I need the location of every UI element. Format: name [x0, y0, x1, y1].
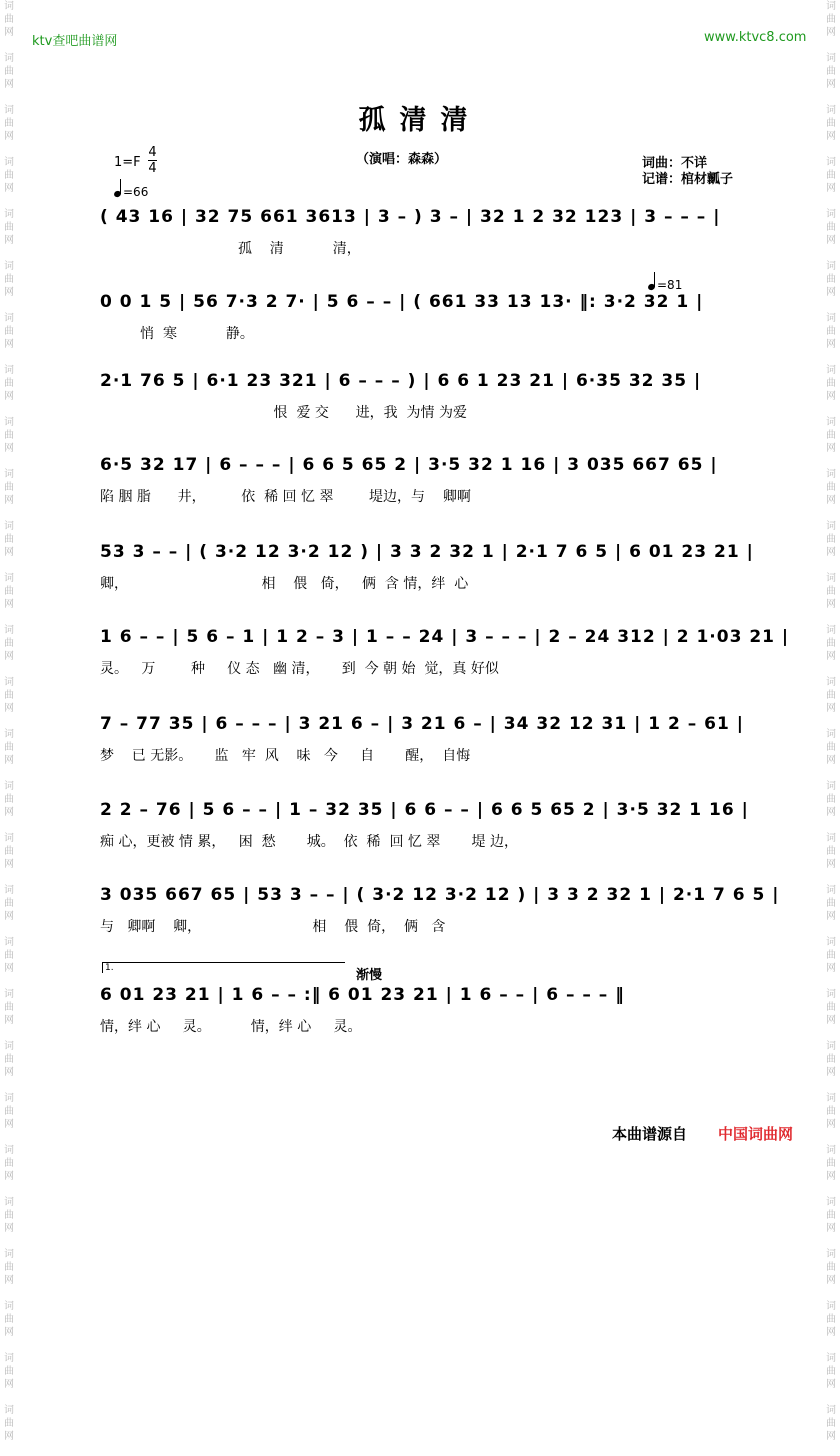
notation-line: 6·5 32 17 | 6 – – – | 6 6 5 65 2 | 3·5 32 1 16 | 3 035 667 65 | — [100, 455, 718, 475]
watermark-char: 曲 — [826, 950, 836, 961]
watermark-char: 曲 — [4, 1366, 14, 1377]
watermark-gap — [0, 611, 18, 624]
lyric-line: 孤 清 清， — [100, 241, 361, 257]
watermark-char: 网 — [4, 1067, 14, 1078]
watermark-gap — [822, 1131, 840, 1144]
watermark-char: 词 — [4, 521, 14, 532]
watermark-char: 词 — [826, 937, 836, 948]
singer-label: （演唱：森森） — [356, 152, 448, 167]
watermark-char: 曲 — [826, 430, 836, 441]
watermark-char: 词 — [826, 677, 836, 688]
watermark-gap — [822, 611, 840, 624]
watermark-char: 词 — [826, 261, 836, 272]
watermark-char: 词 — [826, 521, 836, 532]
watermark-char: 词 — [4, 1, 14, 12]
watermark-char: 词 — [4, 209, 14, 220]
watermark-gap — [0, 1391, 18, 1404]
watermark-char: 词 — [4, 1249, 14, 1260]
watermark-char: 网 — [826, 547, 836, 558]
watermark-gap — [822, 1235, 840, 1248]
watermark-char: 曲 — [4, 378, 14, 389]
watermark-char: 曲 — [4, 638, 14, 649]
watermark-char: 曲 — [826, 1366, 836, 1377]
notation-line: 1 6 – – | 5 6 – 1 | 1 2 – 3 | 1 – – 24 | 3 – – – | 2 – 24 312 | 2 1·03 21 | — [100, 627, 790, 647]
watermark-char: 网 — [826, 287, 836, 298]
watermark-gap — [0, 1183, 18, 1196]
watermark-char: 曲 — [826, 794, 836, 805]
watermark-char: 网 — [4, 339, 14, 350]
watermark-gap — [0, 1443, 18, 1456]
watermark-char: 曲 — [4, 534, 14, 545]
watermark-char: 词 — [826, 209, 836, 220]
watermark-gap — [0, 507, 18, 520]
watermark-char: 网 — [826, 1223, 836, 1234]
watermark-char: 网 — [4, 807, 14, 818]
watermark-char: 曲 — [826, 1314, 836, 1325]
notation-line: 2 2 – 76 | 5 6 – – | 1 – 32 35 | 6 6 – – | 6 6 5 65 2 | 3·5 32 1 16 | — [100, 800, 749, 820]
watermark-char: 网 — [4, 495, 14, 506]
lyric-line: 悄 寒 静。 — [100, 326, 254, 342]
watermark-char: 网 — [4, 859, 14, 870]
watermark-char: 曲 — [826, 586, 836, 597]
watermark-char: 曲 — [4, 690, 14, 701]
watermark-gap — [0, 1235, 18, 1248]
watermark-gap — [822, 351, 840, 364]
watermark-gap — [0, 299, 18, 312]
watermark-char: 网 — [826, 443, 836, 454]
watermark-char: 曲 — [4, 846, 14, 857]
watermark-char: 网 — [4, 131, 14, 142]
watermark-char: 曲 — [826, 1054, 836, 1065]
watermark-char: 网 — [826, 339, 836, 350]
watermark-char: 曲 — [4, 1158, 14, 1169]
watermark-char: 词 — [826, 1405, 836, 1416]
watermark-char: 词 — [826, 53, 836, 64]
watermark-char: 网 — [826, 1327, 836, 1338]
watermark-char: 词 — [4, 1093, 14, 1104]
watermark-char: 曲 — [4, 1262, 14, 1273]
lyric-line: 痴 心，更被 情 累， 困 愁 城。 依 稀 回 忆 翠 堤 边， — [100, 834, 518, 850]
watermark-gap — [822, 819, 840, 832]
watermark-char: 网 — [4, 599, 14, 610]
notation-line: 6 01 23 21 | 1 6 – – :‖ 6 01 23 21 | 1 6 – – | 6 – – – ‖ — [100, 985, 625, 1005]
watermark-char: 网 — [826, 755, 836, 766]
watermark-char: 词 — [826, 989, 836, 1000]
watermark-gap — [822, 143, 840, 156]
ritardando-marking: 渐慢 — [356, 968, 383, 983]
watermark-char: 网 — [4, 1431, 14, 1442]
watermark-char: 词 — [826, 573, 836, 584]
notation-line: 2·1 76 5 | 6·1 23 321 | 6 – – – ) | 6 6 1 23 21 | 6·35 32 35 | — [100, 371, 702, 391]
footer-source-label: 本曲谱源自 — [612, 1125, 688, 1143]
watermark-char: 网 — [826, 391, 836, 402]
watermark-char: 词 — [4, 625, 14, 636]
watermark-char: 网 — [826, 131, 836, 142]
watermark-char: 曲 — [4, 794, 14, 805]
watermark-char: 网 — [826, 859, 836, 870]
watermark-char: 曲 — [826, 846, 836, 857]
watermark-char: 网 — [826, 963, 836, 974]
quarter-note-icon — [113, 190, 122, 198]
watermark-char: 网 — [4, 1171, 14, 1182]
score-title: 孤清清 — [358, 105, 482, 136]
watermark-char: 曲 — [4, 1054, 14, 1065]
watermark-char: 词 — [826, 833, 836, 844]
lyric-line: 陷 胭 脂 井， 依 稀 回 忆 翠 堤边，与 卿啊 — [100, 489, 471, 505]
lyrics-music-credit: 词曲：不详 — [642, 156, 708, 171]
notation-line: 0 0 1 5 | 56 7·3 2 7· | 5 6 – – | ( 661 33 13 13· ‖: 3·2 32 1 | — [100, 292, 704, 312]
watermark-char: 词 — [826, 1145, 836, 1156]
watermark-char: 网 — [826, 1275, 836, 1286]
watermark-gap — [822, 1183, 840, 1196]
watermark-gap — [822, 403, 840, 416]
watermark-char: 词 — [826, 1041, 836, 1052]
watermark-char: 曲 — [4, 1418, 14, 1429]
watermark-char: 词 — [4, 729, 14, 740]
watermark-gap — [822, 975, 840, 988]
watermark-char: 网 — [4, 183, 14, 194]
watermark-char: 曲 — [4, 430, 14, 441]
watermark-char: 词 — [4, 573, 14, 584]
watermark-gap — [822, 559, 840, 572]
watermark-char: 网 — [826, 703, 836, 714]
watermark-gap — [822, 767, 840, 780]
watermark-char: 曲 — [826, 1262, 836, 1273]
watermark-char: 词 — [826, 157, 836, 168]
notation-line: 53 3 – – | ( 3·2 12 3·2 12 ) | 3 3 2 32 1 | 2·1 7 6 5 | 6 01 23 21 | — [100, 542, 754, 562]
watermark-char: 词 — [4, 365, 14, 376]
watermark-gap — [0, 1339, 18, 1352]
watermark-char: 曲 — [826, 1106, 836, 1117]
watermark-char: 网 — [4, 1223, 14, 1234]
watermark-char: 曲 — [4, 326, 14, 337]
watermark-gap — [822, 1079, 840, 1092]
watermark-char: 网 — [826, 1067, 836, 1078]
watermark-char: 曲 — [4, 950, 14, 961]
watermark-char: 曲 — [4, 1314, 14, 1325]
watermark-char: 网 — [4, 755, 14, 766]
side-watermark-right — [822, 0, 840, 1442]
watermark-gap — [0, 403, 18, 416]
watermark-char: 曲 — [826, 482, 836, 493]
lyric-line: 情，绊 心 灵。 情，绊 心 灵。 — [100, 1019, 362, 1035]
lyric-line: 与 卿啊 卿， 相 偎 倚， 俩 含 — [100, 919, 446, 935]
tempo-value: =66 — [123, 185, 149, 199]
watermark-char: 词 — [826, 625, 836, 636]
watermark-char: 曲 — [826, 1210, 836, 1221]
watermark-char: 网 — [826, 1119, 836, 1130]
watermark-char: 词 — [826, 1093, 836, 1104]
watermark-gap — [0, 1287, 18, 1300]
watermark-char: 网 — [4, 443, 14, 454]
watermark-char: 网 — [826, 1379, 836, 1390]
watermark-gap — [0, 247, 18, 260]
watermark-char: 词 — [4, 1145, 14, 1156]
watermark-char: 网 — [4, 547, 14, 558]
watermark-char: 网 — [826, 495, 836, 506]
watermark-char: 词 — [826, 1197, 836, 1208]
watermark-char: 曲 — [4, 170, 14, 181]
watermark-char: 曲 — [826, 118, 836, 129]
lyric-line: 灵。 万 种 仪 态 幽 清， 到 今 朝 始 觉，真 好似 — [100, 661, 499, 677]
watermark-gap — [822, 1443, 840, 1456]
watermark-gap — [0, 871, 18, 884]
transcriber-credit: 记谱：棺材瓤子 — [642, 172, 734, 187]
watermark-gap — [0, 1131, 18, 1144]
watermark-gap — [822, 1027, 840, 1040]
watermark-char: 网 — [826, 911, 836, 922]
watermark-char: 曲 — [4, 898, 14, 909]
watermark-char: 词 — [826, 1353, 836, 1364]
watermark-char: 网 — [826, 1431, 836, 1442]
lyric-line: 恨 爱 交 进，我 为情 为爱 — [100, 405, 467, 421]
tempo-marking-1 — [114, 179, 148, 199]
watermark-char: 词 — [826, 885, 836, 896]
time-signature — [148, 145, 157, 176]
watermark-gap — [0, 923, 18, 936]
footer-site-name: 中国词曲网 — [718, 1125, 794, 1143]
watermark-gap — [0, 663, 18, 676]
watermark-char: 网 — [4, 27, 14, 38]
watermark-gap — [0, 559, 18, 572]
watermark-char: 曲 — [826, 690, 836, 701]
watermark-char: 词 — [4, 989, 14, 1000]
watermark-char: 网 — [826, 183, 836, 194]
watermark-char: 曲 — [826, 378, 836, 389]
watermark-char: 词 — [826, 781, 836, 792]
watermark-gap — [0, 767, 18, 780]
watermark-char: 词 — [826, 365, 836, 376]
watermark-gap — [822, 1391, 840, 1404]
watermark-char: 曲 — [826, 1158, 836, 1169]
notation-line: 3 035 667 65 | 53 3 – – | ( 3·2 12 3·2 12 ) | 3 3 2 32 1 | 2·1 7 6 5 | — [100, 885, 780, 905]
watermark-char: 词 — [826, 469, 836, 480]
watermark-char: 词 — [4, 833, 14, 844]
meter-top: 4 — [148, 145, 157, 160]
watermark-gap — [822, 299, 840, 312]
watermark-char: 词 — [4, 53, 14, 64]
watermark-gap — [0, 39, 18, 52]
watermark-char: 曲 — [826, 1002, 836, 1013]
watermark-char: 曲 — [826, 898, 836, 909]
watermark-char: 网 — [826, 807, 836, 818]
watermark-char: 词 — [4, 261, 14, 272]
watermark-char: 曲 — [826, 274, 836, 285]
watermark-gap — [0, 715, 18, 728]
watermark-gap — [0, 455, 18, 468]
lyric-line: 卿， 相 偎 倚， 俩 含 情，绊 心 — [100, 576, 469, 592]
watermark-gap — [822, 1339, 840, 1352]
watermark-gap — [0, 143, 18, 156]
watermark-char: 词 — [826, 1249, 836, 1260]
watermark-char: 曲 — [4, 66, 14, 77]
watermark-char: 曲 — [4, 482, 14, 493]
watermark-gap — [822, 663, 840, 676]
watermark-char: 曲 — [826, 66, 836, 77]
watermark-char: 曲 — [826, 534, 836, 545]
watermark-char: 词 — [826, 417, 836, 428]
watermark-char: 曲 — [826, 1418, 836, 1429]
watermark-char: 词 — [4, 469, 14, 480]
watermark-char: 词 — [826, 105, 836, 116]
watermark-gap — [0, 1079, 18, 1092]
key-signature: 1=F — [114, 155, 141, 170]
watermark-char: 网 — [826, 1171, 836, 1182]
watermark-gap — [0, 1027, 18, 1040]
watermark-char: 网 — [4, 1379, 14, 1390]
watermark-char: 词 — [4, 781, 14, 792]
watermark-char: 曲 — [4, 14, 14, 25]
watermark-char: 网 — [4, 287, 14, 298]
watermark-char: 网 — [4, 911, 14, 922]
watermark-char: 词 — [4, 937, 14, 948]
watermark-char: 曲 — [4, 586, 14, 597]
watermark-char: 词 — [4, 313, 14, 324]
watermark-char: 曲 — [826, 742, 836, 753]
watermark-char: 词 — [826, 1301, 836, 1312]
side-watermark-left — [0, 0, 18, 1442]
first-ending-bracket: 1. — [102, 962, 345, 973]
watermark-char: 网 — [4, 1275, 14, 1286]
header-site-left: ktv查吧曲谱网 — [32, 34, 118, 49]
watermark-gap — [822, 39, 840, 52]
watermark-char: 网 — [4, 235, 14, 246]
watermark-gap — [822, 871, 840, 884]
watermark-char: 网 — [4, 703, 14, 714]
watermark-char: 网 — [826, 1015, 836, 1026]
watermark-char: 曲 — [4, 1106, 14, 1117]
tempo-value: =81 — [657, 278, 683, 292]
watermark-char: 词 — [4, 677, 14, 688]
watermark-gap — [0, 975, 18, 988]
watermark-gap — [822, 923, 840, 936]
notation-line: 7 – 77 35 | 6 – – – | 3 21 6 – | 3 21 6 – | 34 32 12 31 | 1 2 – 61 | — [100, 714, 744, 734]
watermark-char: 词 — [826, 313, 836, 324]
watermark-char: 曲 — [4, 1002, 14, 1013]
watermark-char: 词 — [4, 1301, 14, 1312]
watermark-char: 曲 — [4, 118, 14, 129]
watermark-char: 网 — [4, 651, 14, 662]
lyric-line: 梦 已 无影。 监 牢 风 味 今 自 醒， 自悔 — [100, 748, 471, 764]
watermark-char: 词 — [826, 729, 836, 740]
watermark-char: 曲 — [4, 222, 14, 233]
watermark-gap — [822, 455, 840, 468]
watermark-char: 词 — [826, 1, 836, 12]
watermark-char: 曲 — [826, 14, 836, 25]
header-site-right: www.ktvc8.com — [704, 30, 807, 45]
notation-line: ( 43 16 | 32 75 661 3613 | 3 – ) 3 – | 32 1 2 32 123 | 3 – – – | — [100, 207, 721, 227]
watermark-char: 网 — [4, 1119, 14, 1130]
watermark-char: 网 — [826, 79, 836, 90]
watermark-char: 词 — [4, 885, 14, 896]
watermark-char: 词 — [4, 1405, 14, 1416]
watermark-char: 网 — [4, 1015, 14, 1026]
watermark-char: 网 — [4, 1327, 14, 1338]
watermark-gap — [822, 1287, 840, 1300]
watermark-char: 曲 — [4, 274, 14, 285]
watermark-char: 词 — [4, 1353, 14, 1364]
watermark-char: 网 — [826, 651, 836, 662]
watermark-char: 词 — [4, 157, 14, 168]
watermark-char: 词 — [4, 417, 14, 428]
watermark-char: 网 — [4, 79, 14, 90]
watermark-char: 网 — [826, 235, 836, 246]
watermark-gap — [0, 195, 18, 208]
watermark-gap — [822, 195, 840, 208]
watermark-char: 曲 — [4, 742, 14, 753]
watermark-char: 词 — [4, 105, 14, 116]
watermark-char: 网 — [4, 963, 14, 974]
watermark-char: 词 — [4, 1041, 14, 1052]
watermark-char: 曲 — [826, 326, 836, 337]
watermark-char: 曲 — [4, 1210, 14, 1221]
watermark-char: 网 — [826, 27, 836, 38]
watermark-char: 词 — [4, 1197, 14, 1208]
watermark-gap — [822, 247, 840, 260]
watermark-char: 网 — [4, 391, 14, 402]
watermark-char: 网 — [826, 599, 836, 610]
watermark-char: 曲 — [826, 638, 836, 649]
meter-bottom: 4 — [148, 161, 157, 176]
watermark-char: 曲 — [826, 170, 836, 181]
watermark-gap — [822, 507, 840, 520]
watermark-gap — [822, 715, 840, 728]
watermark-gap — [0, 819, 18, 832]
watermark-char: 曲 — [826, 222, 836, 233]
watermark-gap — [0, 351, 18, 364]
